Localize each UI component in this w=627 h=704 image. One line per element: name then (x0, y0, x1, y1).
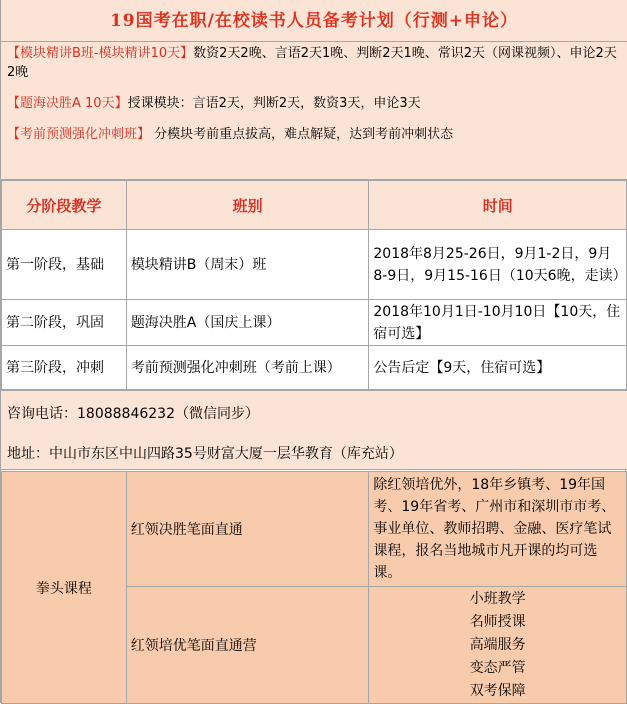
course-name: 红领决胜笔面直通 (126, 472, 369, 587)
phone-line: 咨询电话：18088846232（微信同步） (7, 406, 259, 422)
course-row (2, 472, 627, 587)
feature-item: 变态严管 (469, 659, 526, 676)
stage-cell: 第一阶段，基础 (2, 230, 127, 300)
header-class: 班别 (126, 181, 369, 230)
feature-item: 名师授课 (469, 613, 526, 630)
table-row (2, 300, 627, 346)
course-name: 红领培优笔面直通营 (126, 587, 369, 704)
info-text: 分模块考前重点拔高，难点解疑，达到考前冲刺状态 (150, 127, 454, 142)
course-group: 拳头课程 (2, 472, 127, 704)
table-row (2, 346, 627, 390)
course-desc: 除红领培优外，18年乡镇考、19年国考、19年省考、广州市和深圳市市考、事业单位、教师招聘、金融、医疗笔试课程，报名当地城市凡开课的均可选课。 (369, 472, 627, 587)
feature-item: 双考保障 (469, 682, 526, 699)
stage-cell: 第二阶段，巩固 (2, 300, 127, 346)
address-line: 地址：中山市东区中山四路35号财富大厦一层华教育（库充站） (7, 446, 403, 462)
time-cell: 2018年8月25-26日，9月1-2日，9月8-9日，9月15-16日（10天6晚，走读） (369, 230, 627, 300)
page-title: 19国考在职/在校读书人员备考计划（行测+申论） (1, 0, 627, 42)
feature-item: 高端服务 (469, 636, 526, 653)
info-line (7, 44, 621, 82)
schedule-table (1, 180, 627, 390)
schedule-header-row (2, 181, 627, 230)
contact-info (1, 390, 627, 470)
info-tag: 【考前预测强化冲刺班】 (7, 127, 151, 142)
time-cell: 2018年10月1日-10月10日【10天，住宿可选】 (369, 300, 627, 346)
time-cell: 公告后定【9天，住宿可选】 (369, 346, 627, 390)
info-line (7, 94, 621, 113)
info-tag: 【题海决胜A 10天】 (7, 96, 128, 111)
header-time: 时间 (369, 181, 627, 230)
info-text: 授课模块：言语2天，判断2天，数资3天，申论3天 (127, 96, 421, 111)
table-row (2, 230, 627, 300)
class-cell: 模块精讲B（周末）班 (126, 230, 369, 300)
header-stage: 分阶段教学 (2, 181, 127, 230)
courses-table (1, 471, 627, 704)
info-line (7, 125, 621, 144)
class-cell: 题海决胜A（国庆上课） (126, 300, 369, 346)
course-features (369, 587, 627, 704)
info-tag: 【模块精讲B班-模块精讲10天】 (7, 46, 194, 61)
course-info (1, 42, 627, 180)
feature-item: 小班教学 (469, 590, 526, 607)
stage-cell: 第三阶段，冲刺 (2, 346, 127, 390)
class-cell: 考前预测强化冲刺班（考前上课） (126, 346, 369, 390)
info-text: 数资2天2晚、言语2天1晚、判断2天1晚、常识2天（网课视频）、申论2天2晚 (7, 46, 617, 80)
